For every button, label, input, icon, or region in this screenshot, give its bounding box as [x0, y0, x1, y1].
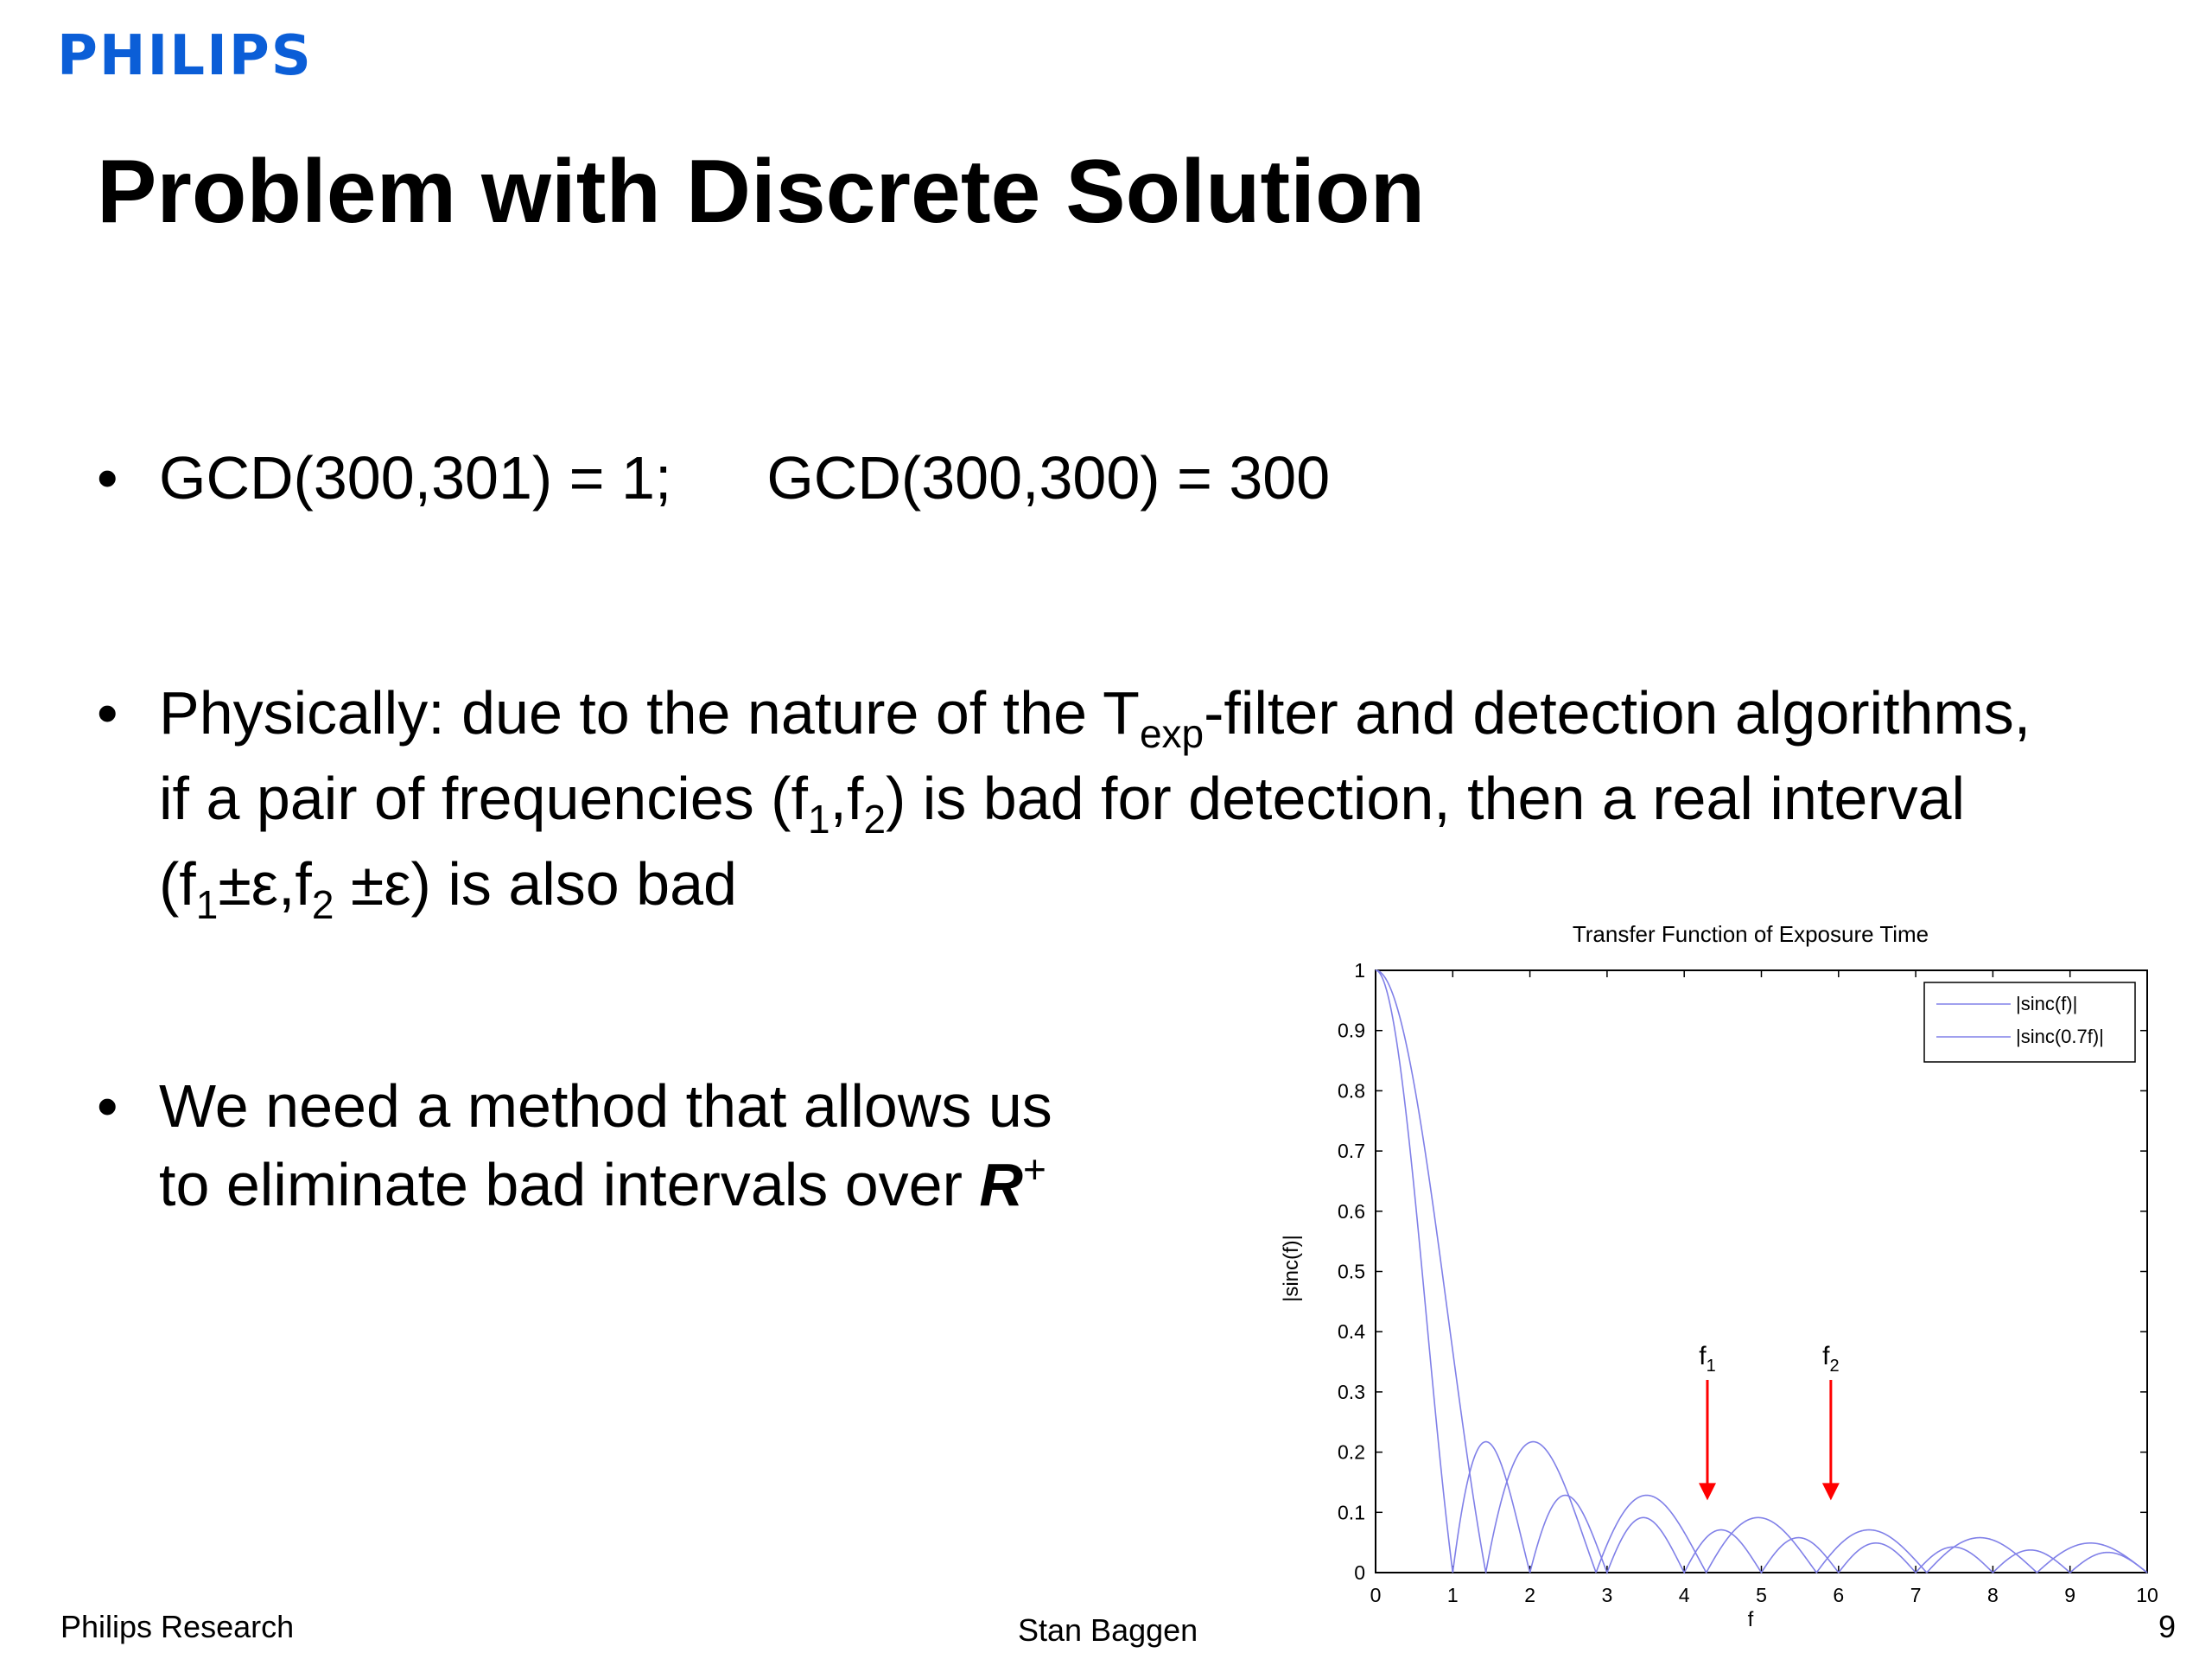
y-tick-label: 0.8	[1338, 1079, 1365, 1103]
annotation-label: $f_1$	[1699, 1341, 1716, 1376]
y-tick-label: 0.4	[1338, 1320, 1365, 1344]
line-1: We need a method that allows us	[159, 1072, 1052, 1140]
subscript: 1	[195, 882, 219, 927]
transfer-function-chart	[1262, 907, 2177, 1642]
bullet-dot: •	[97, 1072, 118, 1140]
x-tick-label: 3	[1601, 1584, 1613, 1606]
text: (f	[159, 850, 196, 918]
line-1	[159, 674, 2031, 760]
r-symbol: R	[979, 1151, 1023, 1218]
legend-entry: |sinc(f)|	[2016, 993, 2078, 1014]
text: if a pair of frequencies (f	[159, 765, 808, 832]
subscript: 2	[311, 882, 334, 927]
gcd-1: GCD(300,301) = 1;	[159, 444, 672, 512]
x-tick-label: 0	[1370, 1584, 1382, 1606]
bullet-dot: •	[97, 444, 118, 512]
x-tick-label: 5	[1756, 1584, 1767, 1606]
y-tick-label: 0.7	[1338, 1140, 1365, 1163]
x-tick-label: 6	[1833, 1584, 1845, 1606]
subscript: exp	[1139, 711, 1205, 756]
bullet-dot: •	[97, 679, 118, 747]
x-tick-label: 8	[1987, 1584, 1999, 1606]
subscript: 1	[807, 797, 830, 842]
bullet-text	[159, 1067, 1052, 1231]
philips-logo: PHILIPS	[57, 24, 313, 88]
plot-area	[1338, 959, 2158, 1606]
y-axis-label: |sinc(f)|	[1280, 1235, 1303, 1302]
text: Physically: due to the nature of the T	[159, 679, 1140, 747]
page-number: 9	[2158, 1609, 2177, 1644]
x-tick-label: 2	[1524, 1584, 1535, 1606]
text: to eliminate bad intervals over	[159, 1151, 980, 1218]
y-tick-label: 1	[1354, 959, 1365, 982]
x-tick-label: 7	[1910, 1584, 1922, 1606]
y-tick-label: 0.1	[1338, 1501, 1365, 1524]
x-tick-label: 4	[1678, 1584, 1690, 1606]
x-axis-label: f	[1747, 1608, 1754, 1631]
slide-title: Problem with Discrete Solution	[97, 142, 1426, 242]
footer-author: Stan Baggen	[1018, 1612, 1198, 1648]
text: ,f	[830, 765, 864, 832]
legend-entry: |sinc(0.7f)|	[2016, 1026, 2104, 1047]
annotation-subscript: 1	[1706, 1356, 1716, 1376]
y-tick-label: 0.2	[1338, 1440, 1365, 1464]
bullet-text	[159, 439, 1330, 518]
annotation-label: $f_2$	[1822, 1341, 1840, 1376]
superscript: +	[1022, 1147, 1046, 1192]
line-2	[159, 1146, 1052, 1231]
text: ) is bad for detection, then a real interval	[886, 765, 1966, 832]
y-tick-label: 0.6	[1338, 1199, 1365, 1223]
y-tick-label: 0.3	[1338, 1380, 1365, 1403]
x-tick-label: 9	[2064, 1584, 2076, 1606]
line-2	[159, 760, 2031, 845]
chart-title: Transfer Function of Exposure Time	[1572, 921, 1929, 947]
text: ±ε,f	[218, 850, 312, 918]
text: -filter and detection algorithms,	[1204, 679, 2031, 747]
footer-organization: Philips Research	[60, 1609, 295, 1644]
y-tick-label: 0.5	[1338, 1260, 1365, 1283]
bullet-text	[159, 674, 2031, 931]
y-tick-label: 0.9	[1338, 1019, 1365, 1042]
x-tick-label: 1	[1446, 1584, 1459, 1606]
subscript: 2	[863, 797, 887, 842]
text: ±ε) is also bad	[334, 850, 737, 918]
annotation-subscript: 2	[1829, 1356, 1840, 1376]
y-tick-label: 0	[1354, 1561, 1365, 1584]
legend	[1924, 982, 2135, 1062]
gcd-2: GCD(300,300) = 300	[766, 444, 1331, 512]
x-tick-label: 10	[2136, 1584, 2158, 1606]
